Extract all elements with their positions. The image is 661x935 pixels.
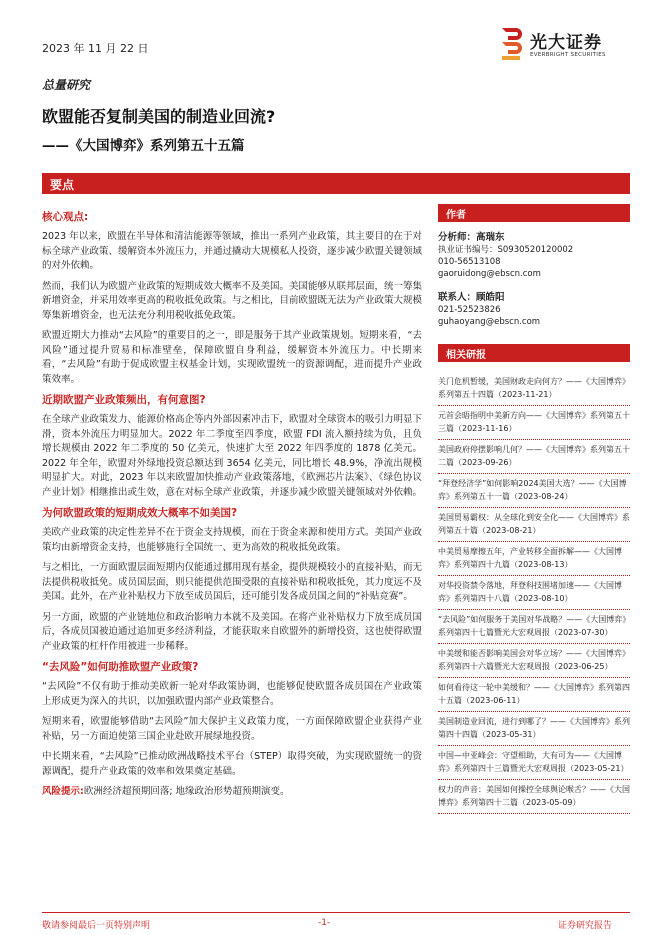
key-points-label: 要点	[50, 178, 75, 192]
footer-report-type: 证券研究报告	[558, 921, 613, 931]
analyst-cert: 执业证书编号：S0930520120002	[438, 245, 574, 255]
report-title: 欧盟能否复制美国的制造业回流?	[42, 107, 276, 126]
paragraph: 短期来看，欧盟能够借助“去风险”加大保护主义政策力度，一方面保障欧盟企业获得产业补贴，另一方面迫使第三国企业赴欧开展绿地投资。	[42, 716, 422, 742]
research-item[interactable]: 关门危机暂缓，美国财政走向何方？——《大国博弈》系列第五十四篇（2023-11-21）	[438, 372, 630, 406]
paragraph: 2023 年以来，欧盟在半导体和清洁能源等领域，推出一系列产业政策，其主要目的在于对标全球产业政策、缓解资本外流压力，并通过撬动大规模私人投资，逐步减少欧盟关键领域的对外依赖。	[42, 231, 423, 271]
contact-name: 联系人：顾皓阳	[438, 292, 505, 303]
authors-block	[438, 232, 630, 328]
research-item[interactable]: “去风险”如何服务于美国对华战略？——《大国博弈》系列第四十七篇暨光大宏观周报（2023-07-30）	[438, 610, 630, 644]
paragraph: “去风险”不仅有助于推动美欧新一轮对华政策协调，也能够促使欧盟各成员国在产业政策上形成更为深入的共识，以加强欧盟内部产业政策整合。	[42, 681, 422, 707]
main-content	[42, 210, 422, 800]
page-number: -1-	[318, 918, 331, 928]
research-item[interactable]: 中美缓和能否影响美国会对华立场？——《大国博弈》系列第四十六篇暨光大宏观周报（2023-06-25）	[438, 644, 630, 678]
research-item[interactable]: 权力的声音：美国如何操控全球舆论喉舌？——《大国博弈》系列第四十二篇（2023-05-09）	[438, 780, 630, 814]
research-header	[438, 344, 630, 361]
footer-divider	[42, 912, 630, 913]
research-item[interactable]: 中美贸易摩擦五年，产业转移全面拆解——《大国博弈》系列第四十九篇（2023-08-13）	[438, 542, 630, 576]
research-item[interactable]: 美国贸易霸权：从全球化到安全化——《大国博弈》系列第五十篇（2023-08-21）	[438, 508, 630, 542]
research-item[interactable]: 元首会晤指明中美新方向——《大国博弈》系列第五十三篇（2023-11-16）	[438, 406, 630, 440]
key-points-divider	[42, 193, 630, 194]
footer-disclaimer: 敬请参阅最后一页特别声明	[42, 921, 151, 931]
research-divider	[438, 361, 630, 362]
risk-text: 欧洲经济超预期回落; 地缘政治形势超预期演变。	[83, 786, 290, 797]
authors-label: 作者	[446, 210, 466, 221]
section-heading-derisking: “去风险”如何助推欧盟产业政策?	[42, 661, 199, 673]
paragraph: 然而，我们认为欧盟产业政策的短期成效大概率不及美国。美国能够从联邦层面，统一筹集新增资金，并采用效率更高的税收抵免政策。与之相比，目前欧盟既无法为产业政策大规模筹集新增资金，也无法充分利用税收抵免政策。	[42, 280, 423, 321]
analyst-name: 分析师：高瑞东	[438, 232, 505, 243]
research-item[interactable]: 如何看待这一轮中美缓和？——《大国博弈》系列第四十五篇（2023-06-11）	[438, 678, 630, 712]
analyst-email[interactable]: gaoruidong@ebscn.com	[438, 269, 541, 279]
related-research-list	[438, 372, 630, 814]
section-heading-policy-intent: 近期欧盟产业政策频出，有何意图?	[42, 394, 206, 406]
authors-header	[438, 204, 630, 221]
paragraph: 另一方面，欧盟的产业链地位和政治影响力本就不及美国。在将产业补贴权力下放至成员国后，各成员国被迫通过追加更多经济利益，才能获取来自欧盟外的新增投资，这也使得欧盟产业政策的杠杆作用被进一步稀释。	[42, 611, 423, 652]
research-item[interactable]: 美国制造业回流，进行到哪了？——《大国博弈》系列第四十四篇（2023-05-31）	[438, 712, 630, 746]
research-item[interactable]: “拜登经济学”如何影响2024美国大选？——《大国博弈》系列第五十一篇（2023-08-24）	[438, 474, 630, 508]
paragraph: 中长期来看，“去风险”已推动欧洲战略技术平台（STEP）取得突破，为实现欧盟统一的资源调配，提升产业政策的效率和效果奠定基础。	[42, 751, 422, 777]
research-item[interactable]: 对华投资禁令落地，拜登科技围堵加速——《大国博弈》系列第四十八篇（2023-08-10）	[438, 576, 630, 610]
paragraph: 欧盟近期大力推动“去风险”的重要目的之一，即是服务于其产业政策规划。短期来看，“去风险”通过提升贸易和标准壁垒，保障欧盟自身利益，缓解资本外流压力。中长期来看，“去风险”有助于促成欧盟主权基金计划，实现欧盟统一的资源调配，进而提升产业政策效率。	[42, 330, 422, 385]
research-item[interactable]: 中国—中亚峰会：守望相助，大有可为——《大国博弈》系列第四十三篇暨光大宏观周报（2023-05-21）	[438, 746, 630, 780]
paragraph: 美欧产业政策的决定性差异不在于资金支持规模，而在于资金来源和使用方式。美国产业政策均由新增资金支持，也能够施行全国统一、更为高效的税收抵免政策。	[42, 527, 423, 553]
key-points-bar	[42, 173, 630, 193]
paragraph: 与之相比，一方面欧盟层面短期内仅能通过挪用现有基金，提供规模较小的直接补贴，而无法提供税收抵免。成员国层面，则只能提供范围受限的直接补贴和税收抵免，其力度远不及美国。此外，在产业补贴权力下放至成员国后，还可能引发各成员国之间的“补贴竞赛”。	[42, 562, 423, 602]
authors-divider	[438, 221, 630, 222]
analyst-phone: 010-56513108	[438, 257, 501, 267]
logo-mark-icon	[500, 26, 522, 62]
company-logo	[500, 26, 630, 66]
risk-warning	[42, 785, 422, 800]
risk-label: 风险提示:	[42, 786, 84, 797]
core-heading: 核心观点:	[42, 211, 89, 223]
contact-phone: 021-52523826	[438, 305, 501, 315]
report-subtitle: ——《大国博弈》系列第五十五篇	[42, 138, 245, 154]
contact-email[interactable]: guhaoyang@ebscn.com	[438, 317, 541, 327]
report-category: 总量研究	[42, 78, 91, 92]
research-label: 相关研报	[446, 350, 486, 361]
research-item[interactable]: 美国政府停摆影响几何？——《大国博弈》系列第五十二篇（2023-09-26）	[438, 440, 630, 474]
logo-text-cn: 光大证券	[530, 33, 602, 53]
paragraph: 在全球产业政策发力、能源价格高企等内外部因素冲击下，欧盟对全球资本的吸引力明显下滑，资本外流压力明显加大。2022 年二季度至四季度，欧盟 FDI 流入额持续为负，且负增长规模由 2022 年二季度的 50 亿美元，快速扩大至 2022 年四季度的 1878 亿美元。2022 年全年，欧盟对外绿地投资总额达到 3654 亿美元，同比增长 48.9%，净流出规模明显扩大。对此，2023 年以来欧盟加快推动产业政策落地，《欧洲芯片法案》、《绿色协议产业计划》相继推出或生效，意在对标全球产业政策，并逐步减少欧盟关键领域对外依赖。	[42, 414, 423, 498]
section-heading-short-term: 为何欧盟政策的短期成效大概率不如美国?	[42, 507, 238, 519]
logo-text-en: EVERBRIGHT SECURITIES	[530, 52, 606, 58]
report-date: 2023 年 11 月 22 日	[42, 42, 149, 55]
